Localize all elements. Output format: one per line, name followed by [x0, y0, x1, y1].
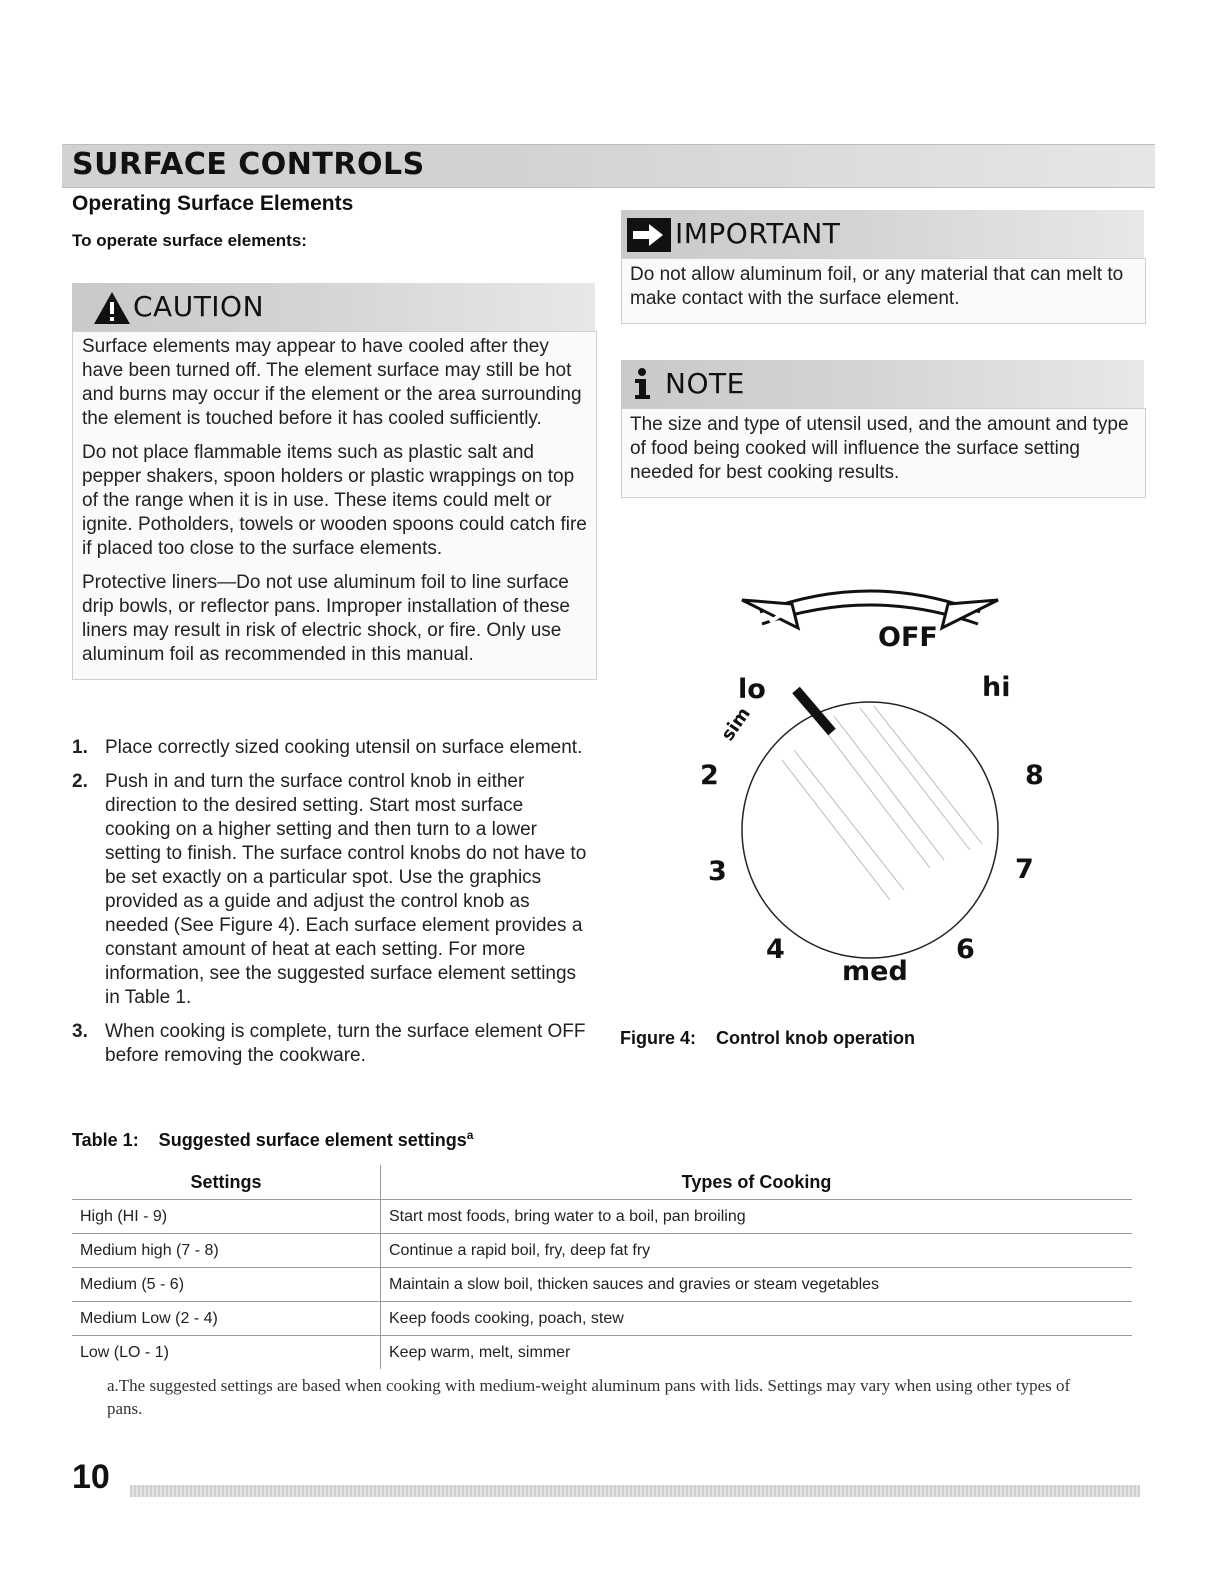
table-cell-type: Maintain a slow boil, thicken sauces and gravies or steam vegetables: [381, 1268, 1133, 1302]
table-row: [72, 1234, 1132, 1268]
table-cell-setting: Low (LO - 1): [72, 1336, 381, 1370]
table-header-row: [72, 1165, 1132, 1200]
figure-caption: Figure 4: Control knob operation: [620, 1028, 915, 1048]
warning-triangle-icon: [92, 290, 132, 326]
important-text: Do not allow aluminum foil, or any material that can melt to make contact with the surface element.: [630, 264, 1124, 309]
label-3: 3: [708, 856, 727, 887]
caution-title: CAUTION: [133, 290, 265, 323]
table-cell-setting: High (HI - 9): [72, 1200, 381, 1234]
label-med: med: [842, 956, 908, 987]
label-4: 4: [766, 934, 785, 965]
label-7: 7: [1015, 854, 1034, 885]
table-caption: [72, 1128, 473, 1151]
step-text: Place correctly sized cooking utensil on surface element.: [105, 737, 583, 758]
step-number: 3.: [72, 1021, 88, 1042]
table-row: [72, 1302, 1132, 1336]
column-header-settings: Settings: [72, 1165, 381, 1200]
caution-text: [82, 335, 587, 677]
page-number: 10: [72, 1458, 110, 1496]
step-number: 1.: [72, 737, 88, 758]
control-knob-figure: [690, 560, 1070, 1000]
label-6: 6: [956, 934, 975, 965]
footer-bar: [130, 1485, 1140, 1497]
table-cell-type: Keep warm, melt, simmer: [389, 1343, 571, 1361]
table-cell-setting: Medium high (7 - 8): [72, 1234, 381, 1268]
table-footnote: a.The suggested settings are based when cooking with medium-weight aluminum pans with lids. Settings may vary when using other types of pans.: [107, 1376, 1071, 1418]
list-item: [72, 1020, 592, 1068]
table-caption-footnote-mark: a: [466, 1128, 474, 1142]
caution-paragraph: Surface elements may appear to have cooled after they have been turned off. The element surface may still be hot and burns may occur if the element or the area surrounding the element is touched before it has cooled sufficiently.: [82, 336, 582, 429]
step-text: Push in and turn the surface control knob in either direction to the desired setting. Start most surface cooking on a higher setting and then turn to a lower setting to finish. The surface control knobs do not have to be set exactly on a particular spot. Use the graphics provided as a guide and adjust the control knob as needed (See Figure 4). Each surface element provides a constant amount of heat at each setting. For more information, see the suggested surface element settings in Table 1.: [105, 771, 587, 1008]
caution-paragraph: Protective liners—Do not use aluminum foil to line surface drip bowls, or reflector pans. Improper installation of these liners may result in risk of electric shock, or fire. Only use aluminum foil as recommended in this manual.: [82, 572, 570, 665]
sub-heading: Operating Surface Elements: [72, 192, 354, 215]
steps-list: [72, 736, 592, 1078]
label-sim: sim: [717, 703, 755, 745]
table-row: [72, 1268, 1132, 1302]
arrow-right-icon: [627, 218, 671, 252]
table-cell-type: Keep foods cooking, poach, stew: [381, 1302, 1133, 1336]
label-hi: hi: [982, 672, 1011, 703]
section-title: SURFACE CONTROLS: [72, 147, 425, 182]
settings-table: [72, 1165, 1132, 1369]
note-text: The size and type of utensil used, and the amount and type of food being cooked will influence the surface setting needed for best cooking results.: [630, 414, 1129, 483]
table-cell-setting: Medium Low (2 - 4): [72, 1302, 381, 1336]
label-2: 2: [700, 760, 719, 791]
info-icon: [629, 367, 655, 401]
lead-in-text: To operate surface elements:: [72, 231, 307, 250]
table-cell-type: Start most foods, bring water to a boil, pan broiling: [381, 1200, 1133, 1234]
table-row: [72, 1336, 1132, 1370]
knob-dial: [742, 702, 998, 958]
list-item: [72, 770, 592, 1010]
table-cell-setting: Medium (5 - 6): [72, 1268, 381, 1302]
table-cell-type: Continue a rapid boil, fry, deep fat fry: [381, 1234, 1133, 1268]
list-item: [72, 736, 592, 760]
step-text: When cooking is complete, turn the surface element OFF before removing the cookware.: [105, 1021, 586, 1066]
note-title: NOTE: [665, 367, 745, 400]
label-off: OFF: [878, 622, 938, 653]
table-caption-text: Table 1: Suggested surface element settings: [72, 1130, 467, 1150]
step-number: 2.: [72, 771, 88, 792]
label-8: 8: [1025, 760, 1044, 791]
column-header-types: Types of Cooking: [381, 1165, 1133, 1200]
caution-paragraph: Do not place flammable items such as plastic salt and pepper shakers, spoon holders or plastic wrappings on top of the range when it is in use. These items could melt or ignite. Potholders, towels or wooden spoons could catch fire if placed too close to the surface elements.: [82, 442, 587, 559]
table-row: [72, 1200, 1132, 1234]
label-lo: lo: [738, 674, 766, 705]
important-title: IMPORTANT: [675, 217, 841, 250]
